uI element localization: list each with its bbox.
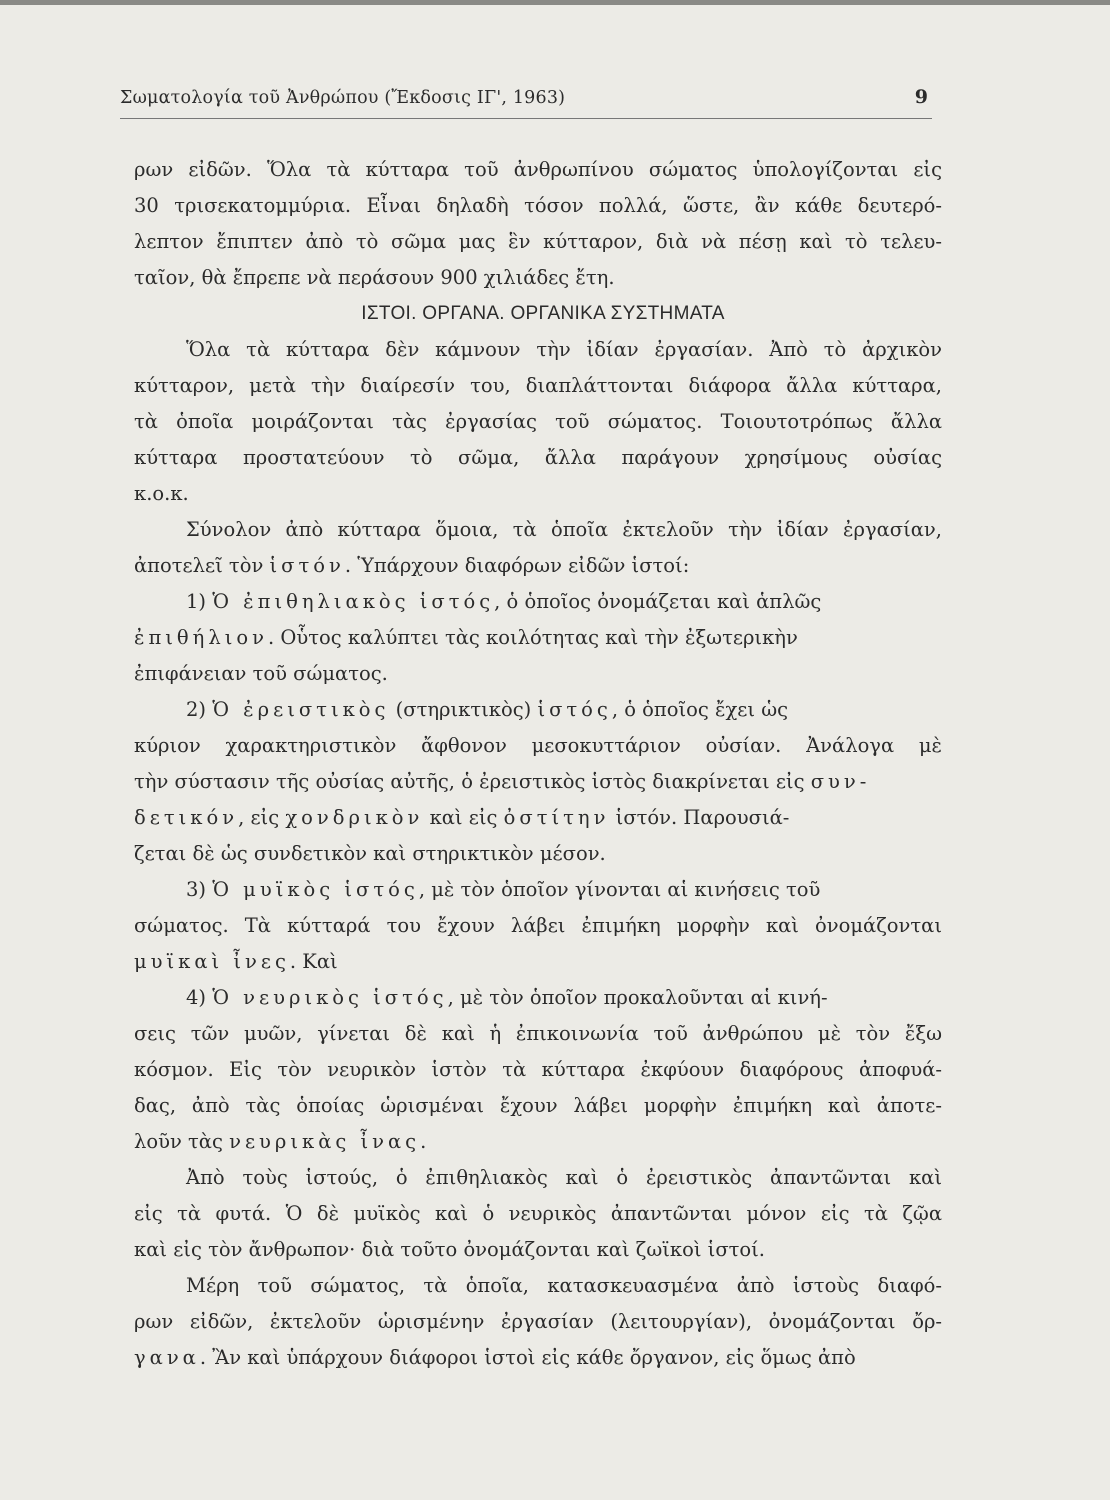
text-line: κύτταρον, μετὰ τὴν διαίρεσίν του, διαπλάττονται διάφορα ἄλλα κύτταρα, [134,374,942,397]
text-run: ἱστόν. Παρουσιά- [609,806,790,829]
spaced-term: ἱστός [537,698,612,721]
text-line: λεπτον ἔπιπτεν ἀπὸ τὸ σῶμα μας ἓν κύτταρον, διὰ νὰ πέσῃ καὶ τὸ τελευ- [134,230,942,253]
text-line [134,548,942,584]
spaced-term: συν- [810,770,871,793]
running-header [120,86,930,118]
text-line: κύτταρα προστατεύουν τὸ σῶμα, ἄλλα παράγουν χρησίμους οὐσίας [134,446,942,469]
text-run: , εἰς [238,806,286,829]
text-run: (στηρικτικὸς) [389,698,538,721]
text-line [134,800,942,836]
text-line: Ἀπὸ τοὺς ἱστούς, ὁ ἐπιθηλιακὸς καὶ ὁ ἐρειστικὸς ἀπαντῶνται καὶ [186,1166,942,1189]
text-line [134,980,942,1016]
text-run: , ὁ ὁποῖος ἔχει ὡς [611,698,789,721]
body-text [134,152,942,1376]
text-line [134,764,942,800]
header-title: Σωματολογία τοῦ Ἀνθρώπου (Ἔκδοσις ΙΓ', 1963) [120,88,566,108]
spaced-term: νευρικὰς ἶνας [229,1130,421,1153]
text-line: Ὅλα τὰ κύτταρα δὲν κάμνουν τὴν ἰδίαν ἐργασίαν. Ἀπὸ τὸ ἀρχικὸν [186,338,942,361]
spaced-term: Ὁ ἐρειστικὸς [212,698,390,721]
text-line: 30 τρισεκατομμύρια. Εἶναι δηλαδὴ τόσον πολλά, ὥστε, ἂν κάθε δευτερό- [134,194,942,217]
header-rule [120,118,932,119]
text-line: Μέρη τοῦ σώματος, τὰ ὁποῖα, κατασκευασμένα ἀπὸ ἱστοὺς διαφό- [186,1274,942,1297]
spaced-term: Ὁ ἐπιθηλιακὸς ἱστός [212,590,495,613]
text-line: τὰ ὁποῖα μοιράζονται τὰς ἐργασίας τοῦ σώματος. Τοιουτοτρόπως ἄλλα [134,410,942,433]
text-run: . Ἂν καὶ ὑπάρχουν διάφοροι ἱστοὶ εἰς κάθε ὄργανον, εἰς ὅμως ἀπὸ [199,1346,856,1369]
text-line: ρων εἰδῶν, ἐκτελοῦν ὡρισμένην ἐργασίαν (λειτουργίαν), ὀνομάζονται ὄρ- [134,1310,942,1333]
text-line: κ.ο.κ. [134,482,189,505]
text-run: ἀποτελεῖ τὸν [134,554,270,577]
text-run: , μὲ τὸν ὁποῖον γίνονται αἱ κινήσεις τοῦ [418,878,821,901]
spaced-term: Ὁ νευρικὸς ἱστός [212,986,448,1009]
spaced-term: ἱστόν [269,554,345,577]
text-line: ἐπιφάνειαν τοῦ σώματος. [134,662,388,685]
list-number: 4) [186,986,213,1009]
text-line: δας, ἀπὸ τὰς ὁποίας ὡρισμέναι ἔχουν λάβει μορφὴν ἐπιμήκη καὶ ἀποτε- [134,1094,942,1117]
text-line: ταῖον, θὰ ἔπρεπε νὰ περάσουν 900 χιλιάδες ἔτη. [134,266,615,289]
spaced-term: δετικόν [134,806,239,829]
list-number: 2) [186,698,213,721]
text-run: τὴν σύστασιν τῆς οὐσίας αὐτῆς, ὁ ἐρειστικὸς ἱστὸς διακρίνεται εἰς [134,770,811,793]
page-number: 9 [914,86,928,108]
text-line [134,692,942,728]
text-line: ζεται δὲ ὡς συνδετικὸν καὶ στηρικτικὸν μέσον. [134,842,606,865]
text-run: . Οὗτος καλύπτει τὰς κοιλότητας καὶ τὴν ἐξωτερικὴν [267,626,798,649]
list-number: 1) [186,590,213,613]
text-run: καὶ εἰς [423,806,504,829]
text-line: σεις τῶν μυῶν, γίνεται δὲ καὶ ἡ ἐπικοινωνία τοῦ ἀνθρώπου μὲ τὸν ἔξω [134,1022,942,1045]
text-line [134,1340,942,1376]
spaced-term: ὀστίτην [503,806,610,829]
list-number: 3) [186,878,213,901]
text-run: , ὁ ὁποῖος ὀνομάζεται καὶ ἁπλῶς [494,590,822,613]
text-line: καὶ εἰς τὸν ἄνθρωπον· διὰ τοῦτο ὀνομάζονται καὶ ζωϊκοὶ ἱστοί. [134,1238,765,1261]
text-line [134,944,942,980]
text-run: λοῦν τὰς [134,1130,230,1153]
text-line [134,1124,942,1160]
spaced-term: χονδρικὸν [285,806,424,829]
spaced-term: Ὁ μυϊκὸς ἱστός [212,878,419,901]
text-line: κύριον χαρακτηριστικὸν ἄφθονον μεσοκυττάριον οὐσίαν. Ἀνάλογα μὲ [134,734,942,757]
text-line: σώματος. Τὰ κύτταρά του ἔχουν λάβει ἐπιμήκη μορφὴν καὶ ὀνομάζονται [134,914,942,937]
text-line [134,584,942,620]
spaced-term: μυϊκαὶ ἶνες [134,950,290,973]
text-line: Σύνολον ἀπὸ κύτταρα ὅμοια, τὰ ὁποῖα ἐκτελοῦν τὴν ἰδίαν ἐργασίαν, [186,518,942,541]
spaced-term: ἐπιθήλιον [134,626,268,649]
text-run: . [420,1130,427,1153]
spaced-term: γανα [134,1346,200,1369]
text-line: κόσμον. Εἰς τὸν νευρικὸν ἱστὸν τὰ κύτταρα ἐκφύουν διαφόρους ἀποφυά- [134,1058,942,1081]
text-run: . Καὶ [289,950,338,973]
text-line [134,872,942,908]
text-run: . Ὑπάρχουν διαφόρων εἰδῶν ἱστοί: [344,554,690,577]
text-line: ρων εἰδῶν. Ὅλα τὰ κύτταρα τοῦ ἀνθρωπίνου σώματος ὑπολογίζονται εἰς [134,158,942,181]
text-line [134,620,942,656]
text-line: εἰς τὰ φυτά. Ὁ δὲ μυϊκὸς καὶ ὁ νευρικὸς ἀπαντῶνται μόνον εἰς τὰ ζῷα [134,1202,942,1225]
text-run: , μὲ τὸν ὁποῖον προκαλοῦνται αἱ κινή- [447,986,828,1009]
section-heading: ΙΣΤΟΙ. ΟΡΓΑΝΑ. ΟΡΓΑΝΙΚΑ ΣΥΣΤΗΜΑΤΑ [361,303,725,324]
